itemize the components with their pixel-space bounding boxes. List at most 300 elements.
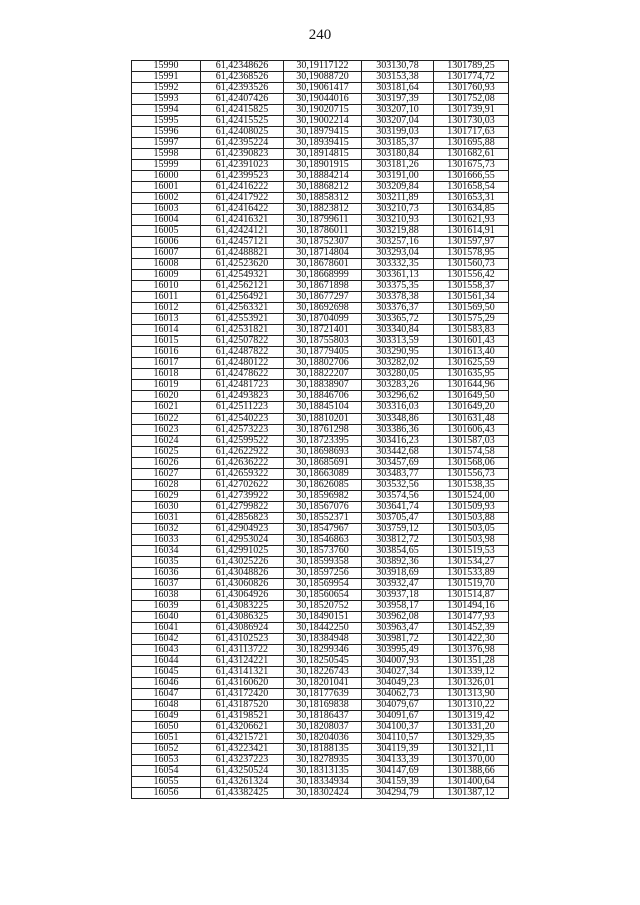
longitude-cell: 30,19061417 xyxy=(284,83,362,94)
table-row xyxy=(132,699,509,710)
x-coordinate-cell: 303348,86 xyxy=(362,413,434,424)
table-row xyxy=(132,303,509,314)
point-number-cell: 16003 xyxy=(132,204,201,215)
latitude-cell: 61,43223421 xyxy=(201,743,284,754)
longitude-cell: 30,18546863 xyxy=(284,534,362,545)
longitude-cell: 30,18597256 xyxy=(284,567,362,578)
y-coordinate-cell: 1301503,88 xyxy=(434,512,509,523)
x-coordinate-cell: 304079,67 xyxy=(362,699,434,710)
latitude-cell: 61,43250524 xyxy=(201,766,284,777)
x-coordinate-cell: 304159,39 xyxy=(362,777,434,788)
y-coordinate-cell: 1301649,20 xyxy=(434,402,509,413)
y-coordinate-cell: 1301519,70 xyxy=(434,578,509,589)
longitude-cell: 30,18868212 xyxy=(284,182,362,193)
longitude-cell: 30,18755803 xyxy=(284,336,362,347)
y-coordinate-cell: 1301351,28 xyxy=(434,655,509,666)
y-coordinate-cell: 1301561,34 xyxy=(434,292,509,303)
point-number-cell: 16027 xyxy=(132,468,201,479)
y-coordinate-cell: 1301587,03 xyxy=(434,435,509,446)
table-row xyxy=(132,655,509,666)
point-number-cell: 15998 xyxy=(132,149,201,160)
y-coordinate-cell: 1301658,54 xyxy=(434,182,509,193)
table-row xyxy=(132,248,509,259)
table-row xyxy=(132,182,509,193)
y-coordinate-cell: 1301601,43 xyxy=(434,336,509,347)
point-number-cell: 16000 xyxy=(132,171,201,182)
x-coordinate-cell: 303153,38 xyxy=(362,72,434,83)
table-row xyxy=(132,270,509,281)
point-number-cell: 16008 xyxy=(132,259,201,270)
x-coordinate-cell: 303181,26 xyxy=(362,160,434,171)
table-row xyxy=(132,688,509,699)
x-coordinate-cell: 303641,74 xyxy=(362,501,434,512)
x-coordinate-cell: 303361,13 xyxy=(362,270,434,281)
table-row xyxy=(132,292,509,303)
latitude-cell: 61,42391023 xyxy=(201,160,284,171)
point-number-cell: 15996 xyxy=(132,127,201,138)
x-coordinate-cell: 303197,39 xyxy=(362,94,434,105)
point-number-cell: 16032 xyxy=(132,523,201,534)
latitude-cell: 61,42416222 xyxy=(201,182,284,193)
point-number-cell: 16009 xyxy=(132,270,201,281)
longitude-cell: 30,18678601 xyxy=(284,259,362,270)
x-coordinate-cell: 303293,04 xyxy=(362,248,434,259)
latitude-cell: 61,42480122 xyxy=(201,358,284,369)
x-coordinate-cell: 303191,00 xyxy=(362,171,434,182)
table-row xyxy=(132,567,509,578)
x-coordinate-cell: 303574,56 xyxy=(362,490,434,501)
longitude-cell: 30,18299346 xyxy=(284,644,362,655)
y-coordinate-cell: 1301509,93 xyxy=(434,501,509,512)
x-coordinate-cell: 303963,47 xyxy=(362,622,434,633)
table-row xyxy=(132,721,509,732)
table-row xyxy=(132,611,509,622)
y-coordinate-cell: 1301556,42 xyxy=(434,270,509,281)
point-number-cell: 16001 xyxy=(132,182,201,193)
point-number-cell: 16028 xyxy=(132,479,201,490)
point-number-cell: 16037 xyxy=(132,578,201,589)
latitude-cell: 61,43048826 xyxy=(201,567,284,578)
x-coordinate-cell: 303918,69 xyxy=(362,567,434,578)
x-coordinate-cell: 304133,39 xyxy=(362,754,434,765)
table-row xyxy=(132,204,509,215)
page-number: 240 xyxy=(308,27,332,43)
point-number-cell: 16013 xyxy=(132,314,201,325)
point-number-cell: 16040 xyxy=(132,611,201,622)
y-coordinate-cell: 1301310,22 xyxy=(434,699,509,710)
latitude-cell: 61,43237223 xyxy=(201,754,284,765)
latitude-cell: 61,42540223 xyxy=(201,413,284,424)
longitude-cell: 30,18188135 xyxy=(284,743,362,754)
longitude-cell: 30,18560654 xyxy=(284,589,362,600)
point-number-cell: 16021 xyxy=(132,402,201,413)
longitude-cell: 30,18208037 xyxy=(284,721,362,732)
y-coordinate-cell: 1301597,97 xyxy=(434,237,509,248)
longitude-cell: 30,18914815 xyxy=(284,149,362,160)
latitude-cell: 61,43261324 xyxy=(201,777,284,788)
table-row xyxy=(132,325,509,336)
table-row xyxy=(132,347,509,358)
longitude-cell: 30,18677297 xyxy=(284,292,362,303)
table-row xyxy=(132,766,509,777)
point-number-cell: 16023 xyxy=(132,424,201,435)
y-coordinate-cell: 1301503,98 xyxy=(434,534,509,545)
x-coordinate-cell: 303332,35 xyxy=(362,259,434,270)
y-coordinate-cell: 1301739,91 xyxy=(434,105,509,116)
y-coordinate-cell: 1301682,61 xyxy=(434,149,509,160)
point-number-cell: 16004 xyxy=(132,215,201,226)
y-coordinate-cell: 1301568,06 xyxy=(434,457,509,468)
y-coordinate-cell: 1301631,48 xyxy=(434,413,509,424)
y-coordinate-cell: 1301613,40 xyxy=(434,347,509,358)
latitude-cell: 61,42599522 xyxy=(201,435,284,446)
y-coordinate-cell: 1301321,11 xyxy=(434,743,509,754)
longitude-cell: 30,18799611 xyxy=(284,215,362,226)
x-coordinate-cell: 303386,36 xyxy=(362,424,434,435)
table-row xyxy=(132,512,509,523)
table-row xyxy=(132,644,509,655)
x-coordinate-cell: 303958,17 xyxy=(362,600,434,611)
table-row xyxy=(132,171,509,182)
point-number-cell: 16046 xyxy=(132,677,201,688)
point-number-cell: 16029 xyxy=(132,490,201,501)
latitude-cell: 61,42702622 xyxy=(201,479,284,490)
latitude-cell: 61,42416321 xyxy=(201,215,284,226)
y-coordinate-cell: 1301524,00 xyxy=(434,490,509,501)
y-coordinate-cell: 1301477,93 xyxy=(434,611,509,622)
longitude-cell: 30,18723395 xyxy=(284,435,362,446)
table-row xyxy=(132,369,509,380)
x-coordinate-cell: 303812,72 xyxy=(362,534,434,545)
y-coordinate-cell: 1301666,55 xyxy=(434,171,509,182)
table-row xyxy=(132,578,509,589)
latitude-cell: 61,42399523 xyxy=(201,171,284,182)
latitude-cell: 61,43060826 xyxy=(201,578,284,589)
point-number-cell: 16017 xyxy=(132,358,201,369)
longitude-cell: 30,19002214 xyxy=(284,116,362,127)
point-number-cell: 16055 xyxy=(132,777,201,788)
y-coordinate-cell: 1301339,12 xyxy=(434,666,509,677)
table-row xyxy=(132,633,509,644)
latitude-cell: 61,42407426 xyxy=(201,94,284,105)
table-row xyxy=(132,61,509,72)
table-row xyxy=(132,490,509,501)
longitude-cell: 30,18596982 xyxy=(284,490,362,501)
table-row xyxy=(132,743,509,754)
point-number-cell: 16010 xyxy=(132,281,201,292)
point-number-cell: 16005 xyxy=(132,226,201,237)
table-row xyxy=(132,479,509,490)
longitude-cell: 30,18201041 xyxy=(284,677,362,688)
x-coordinate-cell: 303376,37 xyxy=(362,303,434,314)
longitude-cell: 30,18704099 xyxy=(284,314,362,325)
x-coordinate-cell: 303185,37 xyxy=(362,138,434,149)
longitude-cell: 30,18939415 xyxy=(284,138,362,149)
point-number-cell: 16052 xyxy=(132,743,201,754)
point-number-cell: 15991 xyxy=(132,72,201,83)
table-row xyxy=(132,622,509,633)
x-coordinate-cell: 303313,59 xyxy=(362,336,434,347)
x-coordinate-cell: 303181,64 xyxy=(362,83,434,94)
longitude-cell: 30,19088720 xyxy=(284,72,362,83)
point-number-cell: 16047 xyxy=(132,688,201,699)
x-coordinate-cell: 303211,89 xyxy=(362,193,434,204)
latitude-cell: 61,42739922 xyxy=(201,490,284,501)
point-number-cell: 16034 xyxy=(132,545,201,556)
latitude-cell: 61,42408025 xyxy=(201,127,284,138)
point-number-cell: 16006 xyxy=(132,237,201,248)
x-coordinate-cell: 303207,04 xyxy=(362,116,434,127)
point-number-cell: 15997 xyxy=(132,138,201,149)
point-number-cell: 16038 xyxy=(132,589,201,600)
longitude-cell: 30,18786011 xyxy=(284,226,362,237)
longitude-cell: 30,18822207 xyxy=(284,369,362,380)
latitude-cell: 61,42622922 xyxy=(201,446,284,457)
coordinates-table xyxy=(131,60,509,799)
point-number-cell: 16044 xyxy=(132,655,201,666)
y-coordinate-cell: 1301503,05 xyxy=(434,523,509,534)
latitude-cell: 61,43025226 xyxy=(201,556,284,567)
point-number-cell: 16030 xyxy=(132,501,201,512)
point-number-cell: 16051 xyxy=(132,732,201,743)
latitude-cell: 61,42488821 xyxy=(201,248,284,259)
x-coordinate-cell: 303442,68 xyxy=(362,446,434,457)
table-row xyxy=(132,94,509,105)
x-coordinate-cell: 303296,62 xyxy=(362,391,434,402)
point-number-cell: 16050 xyxy=(132,721,201,732)
y-coordinate-cell: 1301635,95 xyxy=(434,369,509,380)
point-number-cell: 15999 xyxy=(132,160,201,171)
longitude-cell: 30,18186437 xyxy=(284,710,362,721)
longitude-cell: 30,18169838 xyxy=(284,699,362,710)
x-coordinate-cell: 304027,34 xyxy=(362,666,434,677)
longitude-cell: 30,18547967 xyxy=(284,523,362,534)
latitude-cell: 61,42415825 xyxy=(201,105,284,116)
point-number-cell: 16025 xyxy=(132,446,201,457)
table-row xyxy=(132,402,509,413)
latitude-cell: 61,42563321 xyxy=(201,303,284,314)
table-row xyxy=(132,424,509,435)
point-number-cell: 15993 xyxy=(132,94,201,105)
x-coordinate-cell: 303854,65 xyxy=(362,545,434,556)
point-number-cell: 15990 xyxy=(132,61,201,72)
x-coordinate-cell: 303199,03 xyxy=(362,127,434,138)
x-coordinate-cell: 303483,77 xyxy=(362,468,434,479)
x-coordinate-cell: 303283,26 xyxy=(362,380,434,391)
latitude-cell: 61,42417922 xyxy=(201,193,284,204)
x-coordinate-cell: 304110,57 xyxy=(362,732,434,743)
longitude-cell: 30,18846706 xyxy=(284,391,362,402)
latitude-cell: 61,42523620 xyxy=(201,259,284,270)
y-coordinate-cell: 1301789,25 xyxy=(434,61,509,72)
latitude-cell: 61,42564921 xyxy=(201,292,284,303)
x-coordinate-cell: 303130,78 xyxy=(362,61,434,72)
longitude-cell: 30,19044016 xyxy=(284,94,362,105)
latitude-cell: 61,42424121 xyxy=(201,226,284,237)
table-row xyxy=(132,666,509,677)
longitude-cell: 30,18779405 xyxy=(284,347,362,358)
point-number-cell: 16053 xyxy=(132,754,201,765)
y-coordinate-cell: 1301556,73 xyxy=(434,468,509,479)
point-number-cell: 16039 xyxy=(132,600,201,611)
x-coordinate-cell: 304119,39 xyxy=(362,743,434,754)
latitude-cell: 61,42478622 xyxy=(201,369,284,380)
point-number-cell: 16035 xyxy=(132,556,201,567)
table-row xyxy=(132,314,509,325)
y-coordinate-cell: 1301621,93 xyxy=(434,215,509,226)
longitude-cell: 30,18334934 xyxy=(284,777,362,788)
latitude-cell: 61,42531821 xyxy=(201,325,284,336)
longitude-cell: 30,18313135 xyxy=(284,766,362,777)
point-number-cell: 16049 xyxy=(132,710,201,721)
latitude-cell: 61,42457121 xyxy=(201,237,284,248)
longitude-cell: 30,18671898 xyxy=(284,281,362,292)
x-coordinate-cell: 303316,03 xyxy=(362,402,434,413)
table-row xyxy=(132,457,509,468)
y-coordinate-cell: 1301649,50 xyxy=(434,391,509,402)
table-row xyxy=(132,600,509,611)
y-coordinate-cell: 1301558,37 xyxy=(434,281,509,292)
longitude-cell: 30,18278935 xyxy=(284,754,362,765)
longitude-cell: 30,18858312 xyxy=(284,193,362,204)
point-number-cell: 16002 xyxy=(132,193,201,204)
x-coordinate-cell: 303210,73 xyxy=(362,204,434,215)
latitude-cell: 61,43160620 xyxy=(201,677,284,688)
table-row xyxy=(132,435,509,446)
coordinates-table-body xyxy=(132,61,509,799)
latitude-cell: 61,42395224 xyxy=(201,138,284,149)
y-coordinate-cell: 1301519,53 xyxy=(434,545,509,556)
y-coordinate-cell: 1301388,66 xyxy=(434,766,509,777)
longitude-cell: 30,18226743 xyxy=(284,666,362,677)
latitude-cell: 61,42416422 xyxy=(201,204,284,215)
latitude-cell: 61,43086325 xyxy=(201,611,284,622)
point-number-cell: 16042 xyxy=(132,633,201,644)
y-coordinate-cell: 1301752,08 xyxy=(434,94,509,105)
latitude-cell: 61,42415525 xyxy=(201,116,284,127)
latitude-cell: 61,42799822 xyxy=(201,501,284,512)
point-number-cell: 16019 xyxy=(132,380,201,391)
y-coordinate-cell: 1301329,35 xyxy=(434,732,509,743)
x-coordinate-cell: 304091,67 xyxy=(362,710,434,721)
longitude-cell: 30,18714804 xyxy=(284,248,362,259)
latitude-cell: 61,42953024 xyxy=(201,534,284,545)
x-coordinate-cell: 303365,72 xyxy=(362,314,434,325)
x-coordinate-cell: 303257,16 xyxy=(362,237,434,248)
latitude-cell: 61,43064926 xyxy=(201,589,284,600)
x-coordinate-cell: 303290,95 xyxy=(362,347,434,358)
point-number-cell: 16015 xyxy=(132,336,201,347)
latitude-cell: 61,42573223 xyxy=(201,424,284,435)
point-number-cell: 15992 xyxy=(132,83,201,94)
table-row xyxy=(132,468,509,479)
x-coordinate-cell: 303375,35 xyxy=(362,281,434,292)
longitude-cell: 30,19117122 xyxy=(284,61,362,72)
longitude-cell: 30,18177639 xyxy=(284,688,362,699)
latitude-cell: 61,43172420 xyxy=(201,688,284,699)
point-number-cell: 16045 xyxy=(132,666,201,677)
table-row xyxy=(132,380,509,391)
x-coordinate-cell: 303209,84 xyxy=(362,182,434,193)
latitude-cell: 61,42393526 xyxy=(201,83,284,94)
latitude-cell: 61,42659322 xyxy=(201,468,284,479)
latitude-cell: 61,43215721 xyxy=(201,732,284,743)
table-row xyxy=(132,105,509,116)
latitude-cell: 61,43102523 xyxy=(201,633,284,644)
longitude-cell: 30,18838907 xyxy=(284,380,362,391)
y-coordinate-cell: 1301494,16 xyxy=(434,600,509,611)
longitude-cell: 30,18663089 xyxy=(284,468,362,479)
longitude-cell: 30,18979415 xyxy=(284,127,362,138)
latitude-cell: 61,42549321 xyxy=(201,270,284,281)
table-row xyxy=(132,281,509,292)
y-coordinate-cell: 1301606,43 xyxy=(434,424,509,435)
point-number-cell: 16020 xyxy=(132,391,201,402)
y-coordinate-cell: 1301326,01 xyxy=(434,677,509,688)
x-coordinate-cell: 304062,73 xyxy=(362,688,434,699)
table-row xyxy=(132,127,509,138)
latitude-cell: 61,42348626 xyxy=(201,61,284,72)
longitude-cell: 30,18552371 xyxy=(284,512,362,523)
longitude-cell: 30,18685691 xyxy=(284,457,362,468)
longitude-cell: 30,18845104 xyxy=(284,402,362,413)
latitude-cell: 61,42856823 xyxy=(201,512,284,523)
longitude-cell: 30,18802706 xyxy=(284,358,362,369)
y-coordinate-cell: 1301387,12 xyxy=(434,788,509,799)
x-coordinate-cell: 303995,49 xyxy=(362,644,434,655)
longitude-cell: 30,18884214 xyxy=(284,171,362,182)
y-coordinate-cell: 1301533,89 xyxy=(434,567,509,578)
y-coordinate-cell: 1301574,58 xyxy=(434,446,509,457)
y-coordinate-cell: 1301634,85 xyxy=(434,204,509,215)
longitude-cell: 30,18520752 xyxy=(284,600,362,611)
y-coordinate-cell: 1301675,73 xyxy=(434,160,509,171)
longitude-cell: 30,18442250 xyxy=(284,622,362,633)
y-coordinate-cell: 1301578,95 xyxy=(434,248,509,259)
y-coordinate-cell: 1301514,87 xyxy=(434,589,509,600)
table-row xyxy=(132,677,509,688)
longitude-cell: 30,18490151 xyxy=(284,611,362,622)
table-row xyxy=(132,777,509,788)
y-coordinate-cell: 1301560,73 xyxy=(434,259,509,270)
table-row xyxy=(132,413,509,424)
x-coordinate-cell: 304147,69 xyxy=(362,766,434,777)
table-row xyxy=(132,391,509,402)
longitude-cell: 30,18302424 xyxy=(284,788,362,799)
longitude-cell: 30,18250545 xyxy=(284,655,362,666)
y-coordinate-cell: 1301583,83 xyxy=(434,325,509,336)
x-coordinate-cell: 303207,10 xyxy=(362,105,434,116)
latitude-cell: 61,42487822 xyxy=(201,347,284,358)
longitude-cell: 30,18567076 xyxy=(284,501,362,512)
latitude-cell: 61,42904923 xyxy=(201,523,284,534)
point-number-cell: 16036 xyxy=(132,567,201,578)
point-number-cell: 16033 xyxy=(132,534,201,545)
y-coordinate-cell: 1301653,31 xyxy=(434,193,509,204)
table-row xyxy=(132,336,509,347)
y-coordinate-cell: 1301774,72 xyxy=(434,72,509,83)
point-number-cell: 16041 xyxy=(132,622,201,633)
latitude-cell: 61,43086924 xyxy=(201,622,284,633)
x-coordinate-cell: 304007,93 xyxy=(362,655,434,666)
point-number-cell: 16016 xyxy=(132,347,201,358)
point-number-cell: 15994 xyxy=(132,105,201,116)
longitude-cell: 30,18573760 xyxy=(284,545,362,556)
latitude-cell: 61,42553921 xyxy=(201,314,284,325)
x-coordinate-cell: 303457,69 xyxy=(362,457,434,468)
longitude-cell: 30,18721401 xyxy=(284,325,362,336)
y-coordinate-cell: 1301575,29 xyxy=(434,314,509,325)
